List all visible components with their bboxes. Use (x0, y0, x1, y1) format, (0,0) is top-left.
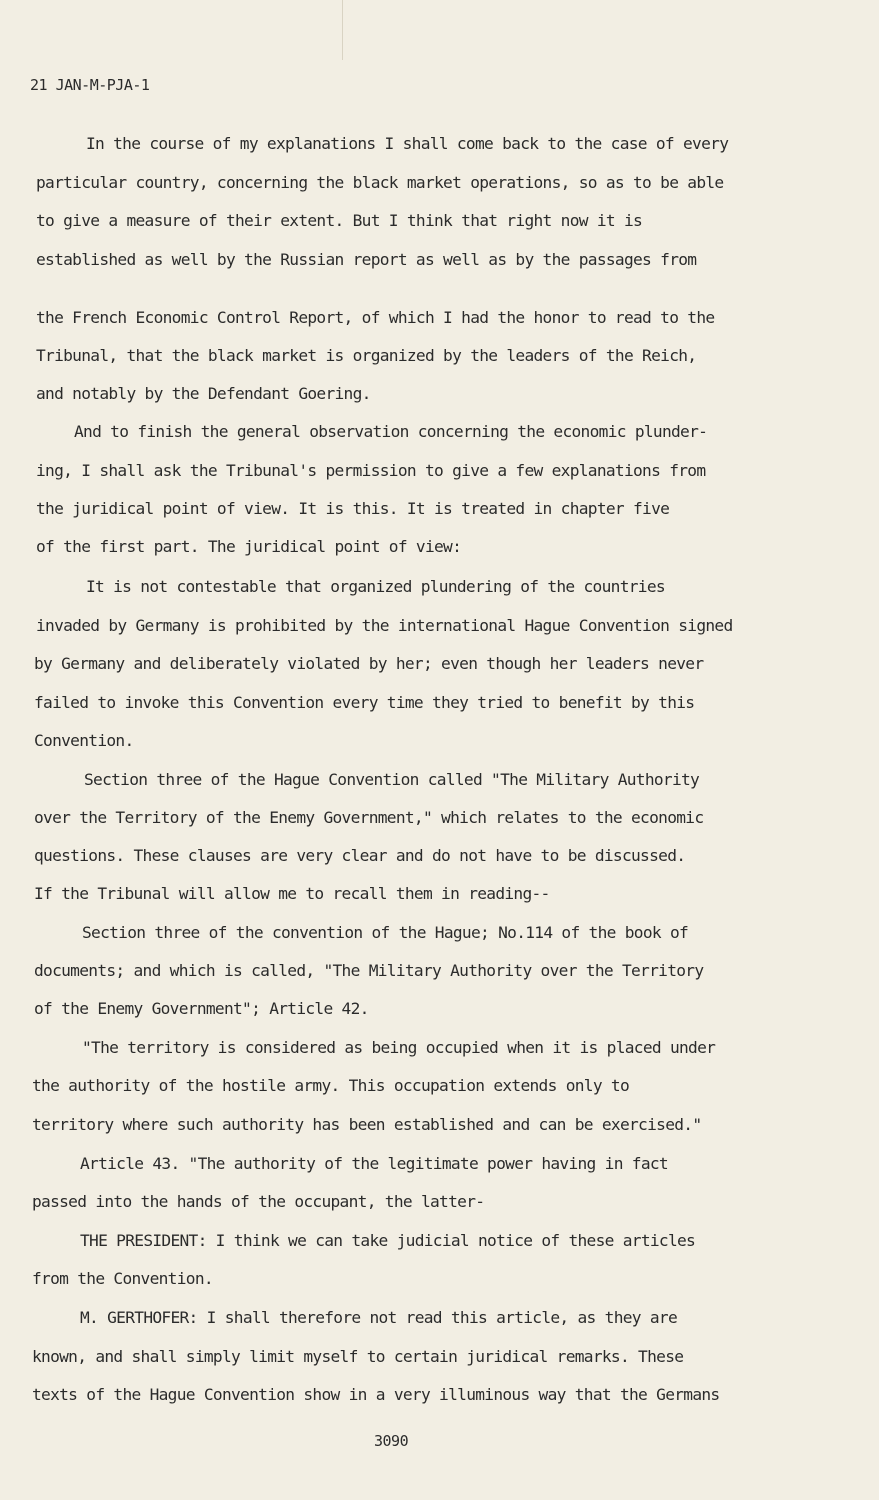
page-number: 3090 (374, 1432, 409, 1450)
text-line: Section three of the convention of the Hague; No.114 of the book of (82, 923, 689, 942)
text-line: to give a measure of their extent. But I think that right now it is (36, 211, 643, 230)
text-line: Section three of the Hague Convention called "The Military Authority (84, 770, 700, 789)
text-line: of the first part. The juridical point of view: (36, 537, 462, 556)
text-line: ing, I shall ask the Tribunal's permission to give a few explanations from (36, 461, 706, 480)
text-line: the French Economic Control Report, of which I had the honor to read to the (36, 308, 715, 327)
text-line: Article 43. "The authority of the legitimate power having in fact (80, 1154, 668, 1173)
text-line: of the Enemy Government"; Article 42. (34, 999, 369, 1018)
text-line: the juridical point of view. It is this. It is treated in chapter five (36, 499, 670, 518)
text-line: And to finish the general observation concerning the economic plunder- (74, 422, 708, 441)
text-line: Tribunal, that the black market is organized by the leaders of the Reich, (36, 346, 697, 365)
text-line: the authority of the hostile army. This occupation extends only to (32, 1076, 630, 1095)
text-line: questions. These clauses are very clear and do not have to be discussed. (34, 846, 686, 865)
text-line: particular country, concerning the black market operations, so as to be able (36, 173, 724, 192)
text-line: "The territory is considered as being occupied when it is placed under (82, 1038, 716, 1057)
text-line: invaded by Germany is prohibited by the international Hague Convention signed (36, 616, 733, 635)
text-line: from the Convention. (32, 1269, 213, 1288)
text-line: passed into the hands of the occupant, the latter- (32, 1192, 485, 1211)
text-line: Convention. (34, 731, 134, 750)
text-line: If the Tribunal will allow me to recall them in reading-- (34, 884, 550, 903)
speaker-line: M. GERTHOFER: I shall therefore not read this article, as they are (80, 1308, 678, 1327)
text-line: known, and shall simply limit myself to certain juridical remarks. These (32, 1347, 684, 1366)
header-reference: 21 JAN-M-PJA-1 (30, 76, 150, 94)
fold-mark (342, 0, 343, 60)
text-line: by Germany and deliberately violated by her; even though her leaders never (34, 654, 704, 673)
text-line: It is not contestable that organized plundering of the countries (86, 577, 665, 596)
text-line: established as well by the Russian report as well as by the passages from (36, 250, 697, 269)
text-line: documents; and which is called, "The Military Authority over the Territory (34, 961, 704, 980)
text-line: texts of the Hague Convention show in a very illuminous way that the Germans (32, 1385, 720, 1404)
speaker-line: THE PRESIDENT: I think we can take judicial notice of these articles (80, 1231, 696, 1250)
text-line: over the Territory of the Enemy Government," which relates to the economic (34, 808, 704, 827)
text-line: territory where such authority has been established and can be exercised." (32, 1115, 702, 1134)
text-line: and notably by the Defendant Goering. (36, 384, 371, 403)
text-line: failed to invoke this Convention every time they tried to benefit by this (34, 693, 695, 712)
text-line: In the course of my explanations I shall come back to the case of every (86, 134, 729, 153)
